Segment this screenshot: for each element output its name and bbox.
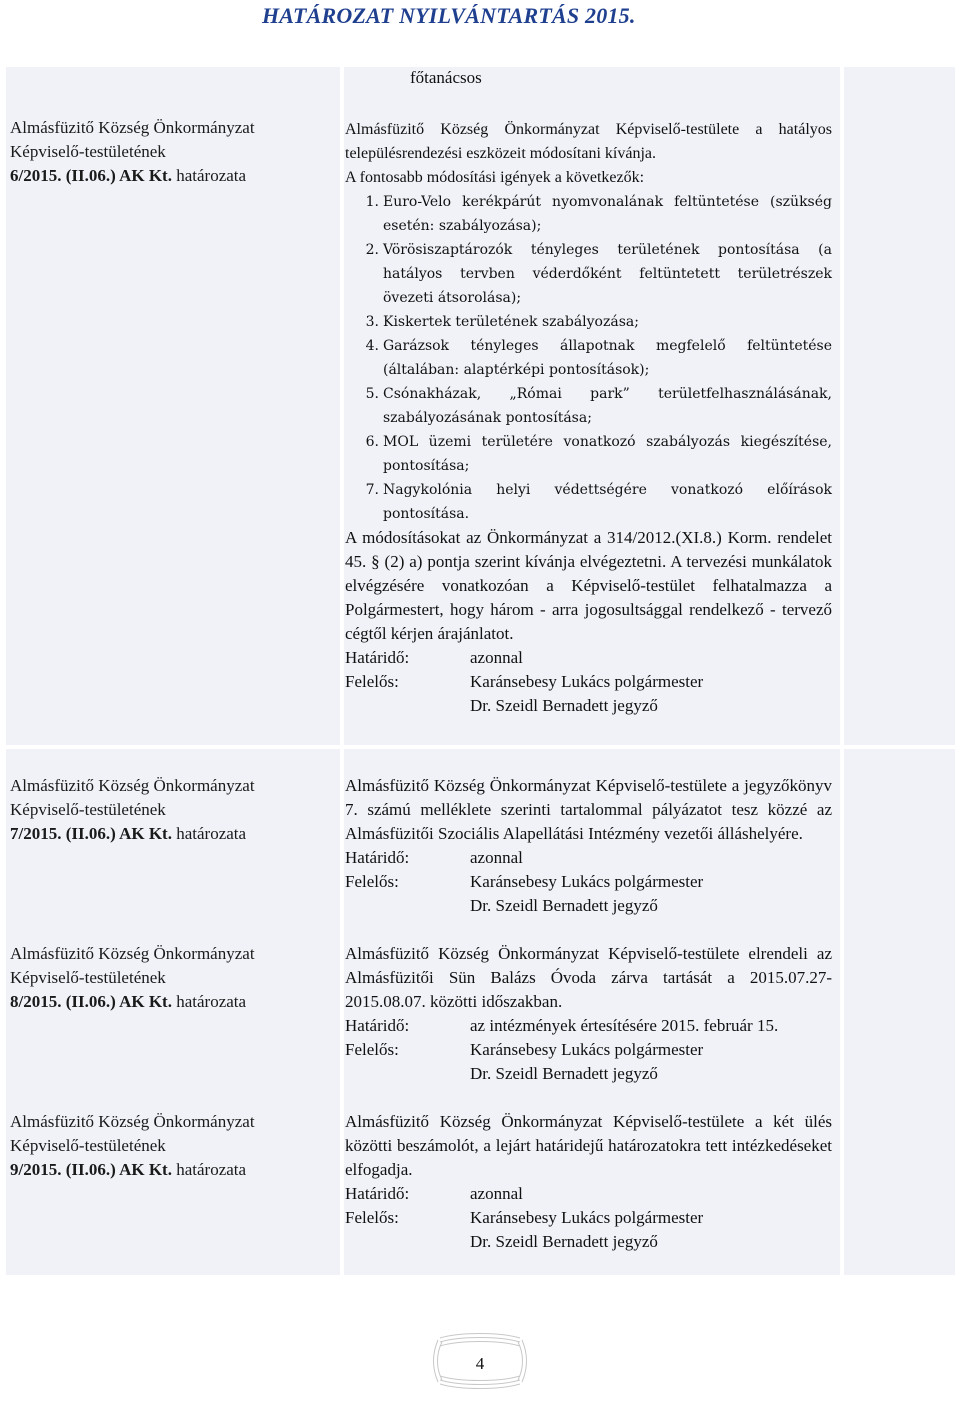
resolution-body: Almásfüzitő Község Önkormányzat Képviselő-testülete elrendeli az Almásfüzitői Sün Balázs Óvoda zárva tartását a 2015.07.27-2015.08.07. közötti időszakban. bbox=[345, 944, 832, 1011]
resolution-body: Almásfüzitő Község Önkormányzat Képviselő-testülete a két ülés közötti beszámolót, a lejárt határidejű határozatokra tett intézkedéseket elfogadja. bbox=[345, 1112, 832, 1179]
responsible-secondary: Dr. Szeidl Bernadett jegyző bbox=[470, 896, 658, 915]
list-item: 1. Euro-Velo kerékpárút nyomvonalának feltüntetése (szükség esetén: szabályozása); bbox=[365, 194, 832, 234]
responsible-line: Felelős: Karánsebesy Lukács polgármester bbox=[345, 872, 704, 891]
resolution-body: Almásfüzitő Község Önkormányzat Képviselő-testülete a jegyzőkönyv 7. számú melléklete szerinti tartalommal pályázatot tesz közzé az Almásfüzitői Szociális Alapellátási Intézmény vezetői álláshelyére. bbox=[345, 776, 832, 843]
responsible-secondary: Dr. Szeidl Bernadett jegyző bbox=[470, 696, 658, 715]
list-item: 3. Kiskertek területének szabályozása; bbox=[365, 314, 639, 330]
table-cell bbox=[842, 747, 957, 1277]
responsible-secondary: Dr. Szeidl Bernadett jegyző bbox=[470, 1232, 658, 1251]
resolution-text bbox=[345, 942, 832, 1086]
list-item: 6. MOL üzemi területére vonatkozó szabályozás kiegészítése, pontosítása; bbox=[365, 434, 832, 474]
responsible-line: Felelős: Karánsebesy Lukács polgármester bbox=[345, 1040, 704, 1059]
page-number: 4 bbox=[475, 1354, 485, 1373]
document-title: HATÁROZAT NYILVÁNTARTÁS 2015. bbox=[262, 3, 636, 28]
deadline-line: Határidő: az intézmények értesítésére 2015. február 15. bbox=[345, 1016, 779, 1035]
resolution-text bbox=[345, 774, 832, 918]
resolution-body: A módosításokat az Önkormányzat a 314/2012.(XI.8.) Korm. rendelet 45. § (2) a) pontja szerint kívánja elvégeztetni. A tervezési munkálatok elvégzésére vonatkozóan a Képviselő-testület felhatalmazza a Polgármestert, hogy három - arra jogosultsággal rendelkező - tervező cégtől kérjen árajánlatot. bbox=[345, 528, 832, 643]
resolution-text: Almásfüzitő Község Önkormányzat Képviselő-testülete a hatályos településrendezési eszközeit módosítani kívánja. A fontosabb módosítási igények a következők: 1. Euro-Velo kerékpárút nyomvonalának feltüntetése (szükség esetén: szabályozása); 2. Vörösiszaptározók tényleges területének pontosítása (a hatályos tervben véderdőként feltüntetett területrészek övezeti átsorolása); 3. Kiskertek területének szabályozása; 4. Garázsok tényleges állapotnak megfelelő feltüntetése (általában: alaptérképi pontosítások); 5. Csónakházak, „Római park” területfelhasználásának, szabályozásának pontosítása; 6. MOL üzemi területére vonatkozó szabályozás kiegészítése, pontosítása; 7. Nagykolónia helyi védettségére vonatkozó előírások pontosítása. A módosításokat az Önkormányzat a 314/2012.(XI.8.) Korm. rendelet 45. § (2) a) pontja szerint kívánja elvégeztetni. A tervezési munkálatok elvégzésére vonatkozóan a Képviselő-testület felhatalmazza a Polgármestert, hogy három - arra jogosultsággal rendelkező - tervező cégtől kérjen árajánlatot. Határidő: azonnal Felelős: Karánsebesy Lukács polgármester Dr. Szeidl Bernadett jegyző bbox=[345, 118, 832, 718]
deadline-line: Határidő: azonnal bbox=[345, 1184, 523, 1203]
deadline-line: Határidő: azonnal bbox=[345, 848, 523, 867]
responsible-line: Felelős: Karánsebesy Lukács polgármester bbox=[345, 672, 704, 691]
resolution-text bbox=[345, 1110, 832, 1254]
page-number-badge bbox=[430, 1330, 530, 1392]
list-item: 5. Csónakházak, „Római park” területfelhasználásának, szabályozásának pontosítása; bbox=[365, 386, 832, 426]
list-item: 4. Garázsok tényleges állapotnak megfelelő feltüntetése (általában: alaptérképi pontosítások); bbox=[365, 338, 832, 378]
resolution-reference: Almásfüzitő Község Önkormányzat Képviselő-testületének 7/2015. (II.06.) AK Kt. határozata bbox=[10, 776, 255, 843]
carryover-word: főtanácsos bbox=[410, 68, 482, 87]
responsible-line: Felelős: Karánsebesy Lukács polgármester bbox=[345, 1208, 704, 1227]
responsible-secondary: Dr. Szeidl Bernadett jegyző bbox=[470, 1064, 658, 1083]
list-item: 7. Nagykolónia helyi védettségére vonatkozó előírások pontosítása. bbox=[365, 482, 832, 522]
resolution-reference: Almásfüzitő Község Önkormányzat Képviselő-testületének 9/2015. (II.06.) AK Kt. határozata bbox=[10, 1112, 255, 1179]
deadline-line: Határidő: azonnal bbox=[345, 648, 523, 667]
list-item: 2. Vörösiszaptározók tényleges területének pontosítása (a hatályos tervben véderdőként feltüntetett területrészek övezeti átsorolása); bbox=[365, 242, 832, 306]
table-cell bbox=[842, 65, 957, 747]
resolution-reference: Almásfüzitő Község Önkormányzat Képviselő-testületének 8/2015. (II.06.) AK Kt. határozata bbox=[10, 944, 255, 1011]
resolution-intro: Almásfüzitő Község Önkormányzat Képviselő-testülete a hatályos településrendezési eszközeit módosítani kívánja. bbox=[345, 121, 832, 162]
resolution-reference: Almásfüzitő Község Önkormányzat Képviselő-testületének 6/2015. (II.06.) AK Kt. határozata bbox=[10, 118, 255, 185]
